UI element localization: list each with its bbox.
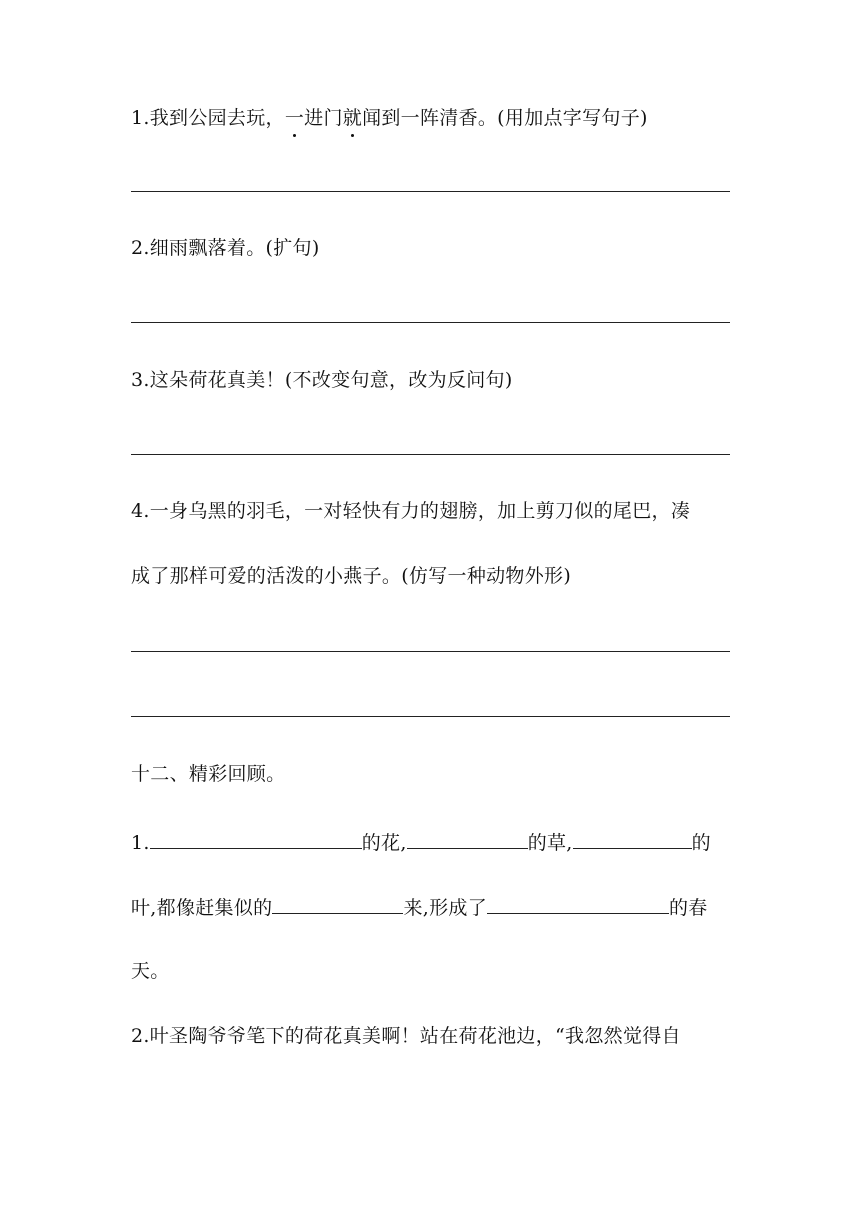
section-12-q1-line-2 — [131, 896, 708, 918]
s12-q1-text-1: 的花, — [361, 832, 407, 854]
s12-q1-text-6: 的春 — [669, 897, 708, 919]
q1-mid: 进门 — [304, 107, 343, 129]
fill-blank-4[interactable] — [272, 896, 403, 914]
fill-blank-1[interactable] — [150, 831, 362, 849]
s12-q1-number: 1. — [131, 832, 150, 854]
answer-line-q4-b[interactable] — [131, 716, 730, 717]
fill-blank-2[interactable] — [407, 831, 528, 849]
s12-q1-text-4: 叶,都像赶集似的 — [131, 897, 273, 919]
section-12-heading: 十二、精彩回顾。 — [131, 763, 286, 785]
fill-blank-3[interactable] — [573, 831, 692, 849]
q1-prefix: 1.我到公园去玩， — [131, 107, 285, 129]
s12-q1-text-5: 来,形成了 — [403, 897, 487, 919]
answer-line-q3[interactable] — [131, 454, 730, 455]
question-4-line-1: 4.一身乌黑的羽毛，一对轻快有力的翅膀，加上剪刀似的尾巴，凑 — [131, 500, 691, 522]
q1-suffix: 闻到一阵清香。(用加点字写句子) — [362, 107, 648, 129]
q1-dotted-char-b: 就 — [342, 107, 363, 129]
answer-line-q1[interactable] — [131, 191, 730, 192]
question-4-line-2: 成了那样可爱的活泼的小燕子。(仿写一种动物外形) — [131, 565, 572, 587]
question-1 — [131, 109, 648, 128]
question-2: 2.细雨飘落着。(扩句) — [131, 237, 320, 259]
section-12-q1-line-3: 天。 — [131, 960, 170, 982]
section-12-q2: 2.叶圣陶爷爷笔下的荷花真美啊！站在荷花池边，“我忽然觉得自 — [131, 1025, 681, 1047]
fill-blank-5[interactable] — [487, 896, 669, 914]
question-3: 3.这朵荷花真美！(不改变句意，改为反问句) — [131, 369, 513, 391]
answer-line-q4-a[interactable] — [131, 651, 730, 652]
answer-line-q2[interactable] — [131, 322, 730, 323]
s12-q1-text-2: 的草, — [527, 832, 573, 854]
q1-dotted-char-a: 一 — [284, 107, 305, 129]
s12-q1-text-3: 的 — [691, 832, 711, 854]
section-12-q1-line-1 — [131, 831, 711, 853]
